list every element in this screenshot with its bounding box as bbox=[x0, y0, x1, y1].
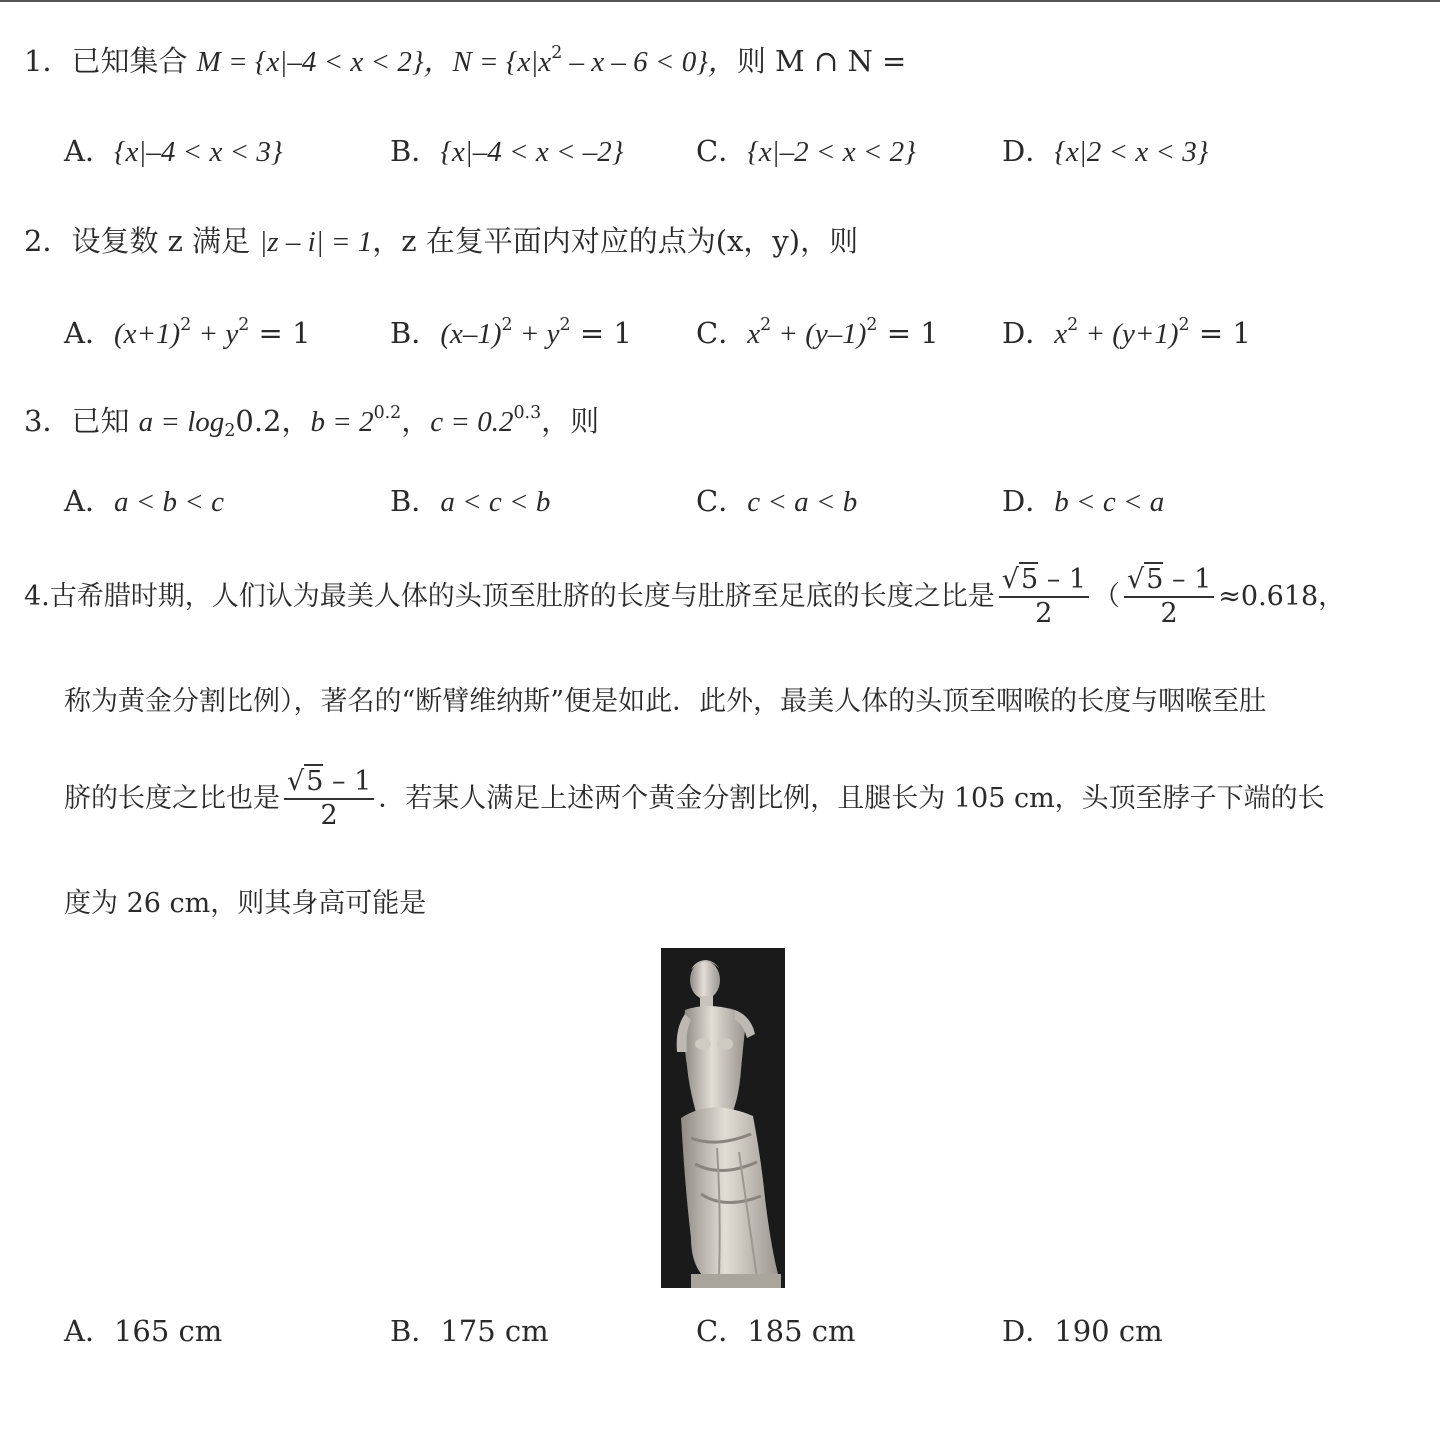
separator: ， bbox=[401, 404, 431, 438]
question-4-line-1 bbox=[24, 564, 1345, 631]
q4-option-d[interactable] bbox=[1002, 1314, 1163, 1349]
option-label: C． bbox=[696, 484, 748, 518]
option-label: D． bbox=[1002, 316, 1055, 350]
option-label: D． bbox=[1002, 484, 1055, 518]
question-text: 已知 bbox=[71, 404, 139, 438]
question-text: ．若某人满足上述两个黄金分割比例，且腿长为 105 cm，头顶至脖子下端的长 bbox=[378, 782, 1325, 814]
modulus-condition: |z – i| = 1 bbox=[259, 226, 373, 258]
term: + (y+1) bbox=[1078, 318, 1179, 350]
question-text: ，则 bbox=[541, 404, 600, 438]
numerator-tail: – 1 bbox=[1163, 564, 1212, 595]
term: (x–1) bbox=[440, 318, 502, 350]
paren: （ bbox=[1093, 580, 1121, 612]
set-m: M = {x|–4 < x < 2}， bbox=[196, 46, 453, 78]
question-text: 称为黄金分割比例），著名的“断臂维纳斯”便是如此．此外，最美人体的头顶至咽喉的长度与咽喉至肚 bbox=[64, 686, 1267, 717]
option-label: B． bbox=[390, 134, 441, 168]
var-b: b = 2 bbox=[310, 406, 374, 438]
question-2-stem bbox=[24, 224, 858, 260]
golden-ratio-fraction: $\frac{√5 - 1}{2}$ bbox=[999, 564, 1089, 631]
term: (x+1) bbox=[113, 318, 181, 350]
denominator: 2 bbox=[320, 800, 338, 832]
option-text: {x|–4 < x < –2} bbox=[440, 136, 624, 168]
exponent: 2 bbox=[501, 314, 513, 335]
question-text: 则 M ∩ N = bbox=[736, 44, 907, 78]
question-1-stem bbox=[24, 44, 906, 80]
term: = 1 bbox=[877, 316, 939, 350]
option-label: C． bbox=[696, 1314, 748, 1348]
golden-ratio-fraction: $\frac{√5 - 1}{2}$ bbox=[284, 766, 374, 833]
question-text: 已知集合 bbox=[71, 44, 197, 78]
term: = 1 bbox=[570, 316, 632, 350]
option-text: 175 cm bbox=[440, 1314, 549, 1348]
option-text: {x|–2 < x < 2} bbox=[747, 136, 916, 168]
q1-option-b[interactable] bbox=[390, 134, 623, 170]
option-label: A． bbox=[64, 316, 114, 350]
option-text: {x|2 < x < 3} bbox=[1054, 136, 1209, 168]
q1-option-d[interactable] bbox=[1002, 134, 1208, 170]
q3-option-a[interactable] bbox=[64, 484, 224, 520]
option-text: 165 cm bbox=[113, 1314, 223, 1348]
question-3-stem bbox=[24, 404, 599, 440]
var-a-tail: 0.2， bbox=[235, 404, 311, 438]
option-text: a < c < b bbox=[440, 486, 551, 518]
golden-ratio-fraction: $\frac{√5 - 1}{2}$ bbox=[1124, 564, 1214, 631]
top-border bbox=[0, 0, 1440, 2]
option-text: 185 cm bbox=[747, 1314, 856, 1348]
q4-option-b[interactable] bbox=[390, 1314, 549, 1349]
q2-option-c[interactable] bbox=[696, 316, 939, 352]
sqrt-value: 5 bbox=[1020, 564, 1039, 595]
option-label: A． bbox=[64, 1314, 114, 1348]
sqrt-value: 5 bbox=[1146, 564, 1164, 595]
exponent: 2 bbox=[551, 42, 563, 63]
q1-option-c[interactable] bbox=[696, 134, 916, 170]
exponent: 2 bbox=[180, 314, 192, 335]
option-text: {x|–4 < x < 3} bbox=[113, 136, 283, 168]
exponent: 2 bbox=[866, 314, 878, 335]
venus-de-milo-image bbox=[661, 948, 785, 1288]
var-a: a = log bbox=[138, 406, 225, 438]
option-label: B． bbox=[390, 1314, 441, 1348]
option-text: c < a < b bbox=[747, 486, 858, 518]
option-label: D． bbox=[1002, 134, 1055, 168]
q2-option-b[interactable] bbox=[390, 316, 632, 352]
q4-option-c[interactable] bbox=[696, 1314, 856, 1349]
question-text: 脐的长度之比也是 bbox=[64, 782, 280, 814]
denominator: 2 bbox=[1160, 598, 1178, 630]
option-label: C． bbox=[696, 316, 748, 350]
exponent: 0.3 bbox=[513, 402, 542, 423]
question-number: 4. bbox=[24, 580, 50, 612]
set-n-tail: – x – 6 < 0}， bbox=[562, 46, 737, 78]
exponent: 0.2 bbox=[373, 402, 402, 423]
set-n: N = {x|x bbox=[452, 46, 552, 78]
q1-option-a[interactable] bbox=[64, 134, 283, 170]
option-label: C． bbox=[696, 134, 748, 168]
exponent: 2 bbox=[1067, 314, 1079, 335]
q4-option-a[interactable] bbox=[64, 1314, 222, 1349]
option-label: A． bbox=[64, 484, 114, 518]
option-label: B． bbox=[390, 484, 441, 518]
option-label: B． bbox=[390, 316, 441, 350]
exponent: 2 bbox=[1178, 314, 1190, 335]
sqrt-value: 5 bbox=[306, 766, 324, 797]
term: = 1 bbox=[249, 316, 311, 350]
question-number: 2． bbox=[24, 224, 72, 258]
numerator-tail: – 1 bbox=[323, 766, 372, 797]
option-text: 190 cm bbox=[1054, 1314, 1163, 1348]
numerator-tail: – 1 bbox=[1038, 564, 1087, 595]
denominator: 2 bbox=[1035, 598, 1053, 630]
var-c: c = 0.2 bbox=[430, 406, 514, 438]
option-label: A． bbox=[64, 134, 114, 168]
question-text: 古希腊时期，人们认为最美人体的头顶至肚脐的长度与肚脐至足底的长度之比是 bbox=[49, 580, 995, 612]
term: + y bbox=[512, 318, 560, 350]
log-base: 2 bbox=[224, 421, 236, 442]
question-4-line-4 bbox=[64, 888, 426, 920]
term: + y bbox=[191, 318, 239, 350]
q2-option-d[interactable] bbox=[1002, 316, 1251, 352]
q2-option-a[interactable] bbox=[64, 316, 311, 352]
question-text: 度为 26 cm，则其身高可能是 bbox=[64, 888, 427, 919]
question-text: ，z 在复平面内对应的点为(x，y)，则 bbox=[372, 224, 859, 258]
q3-option-c[interactable] bbox=[696, 484, 857, 520]
term: = 1 bbox=[1189, 316, 1251, 350]
question-number: 3． bbox=[24, 404, 72, 438]
term: x bbox=[1054, 318, 1068, 350]
approx-value: ≈0.618， bbox=[1218, 580, 1346, 612]
q3-option-d[interactable] bbox=[1002, 484, 1164, 520]
exponent: 2 bbox=[760, 314, 772, 335]
option-label: D． bbox=[1002, 1314, 1055, 1348]
q3-option-b[interactable] bbox=[390, 484, 550, 520]
term: + (y–1) bbox=[771, 318, 867, 350]
question-4-line-2 bbox=[64, 686, 1266, 718]
option-text: a < b < c bbox=[113, 486, 224, 518]
exponent: 2 bbox=[559, 314, 571, 335]
option-text: b < c < a bbox=[1054, 486, 1165, 518]
exponent: 2 bbox=[238, 314, 250, 335]
term: x bbox=[747, 318, 761, 350]
question-4-line-3 bbox=[64, 766, 1325, 833]
statue-illustration bbox=[661, 948, 785, 1288]
question-number: 1． bbox=[24, 44, 72, 78]
question-text: 设复数 z 满足 bbox=[71, 224, 260, 258]
